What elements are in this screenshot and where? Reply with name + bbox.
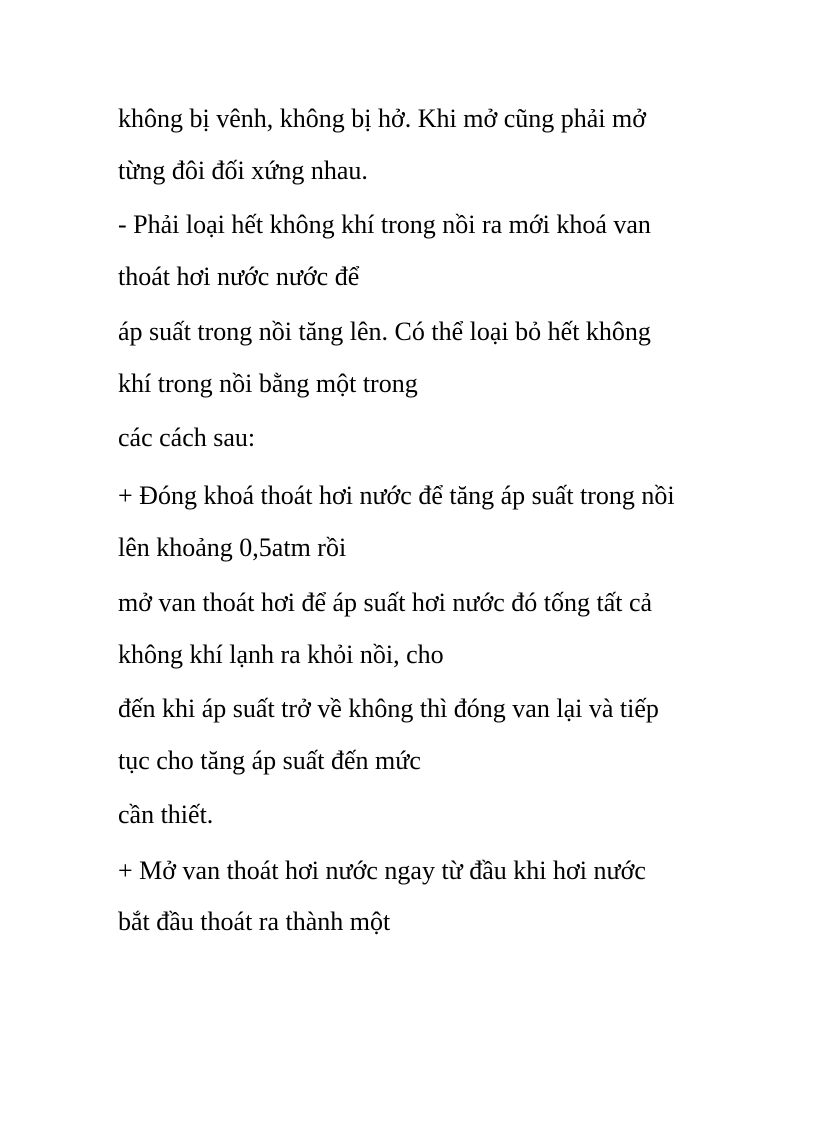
text-line: áp suất trong nồi tăng lên. Có thể loại bỏ hết không (118, 317, 651, 346)
text-line: các cách sau: (118, 423, 256, 452)
text-line: - Phải loại hết không khí trong nồi ra mới khoá van (118, 210, 651, 239)
text-line: + Đóng khoá thoát hơi nước để tăng áp suất trong nồi (118, 481, 675, 510)
text-line: đến khi áp suất trở về không thì đóng van lại và tiếp (118, 694, 659, 723)
text-line: thoát hơi nước nước để (118, 262, 360, 291)
text-line: không bị vênh, không bị hở. Khi mở cũng phải mở (118, 104, 646, 133)
text-line: khí trong nồi bằng một trong (118, 369, 418, 398)
text-line: + Mở van thoát hơi nước ngay từ đầu khi hơi nước (118, 856, 646, 885)
text-line: cần thiết. (118, 800, 214, 829)
text-line: lên khoảng 0,5atm rồi (118, 533, 347, 562)
text-line: mở van thoát hơi để áp suất hơi nước đó tống tất cả (118, 588, 653, 617)
text-line: bắt đầu thoát ra thành một (118, 907, 391, 936)
text-line: không khí lạnh ra khỏi nồi, cho (118, 640, 444, 669)
text-line: tục cho tăng áp suất đến mức (118, 746, 421, 775)
text-line: từng đôi đối xứng nhau. (118, 156, 368, 185)
